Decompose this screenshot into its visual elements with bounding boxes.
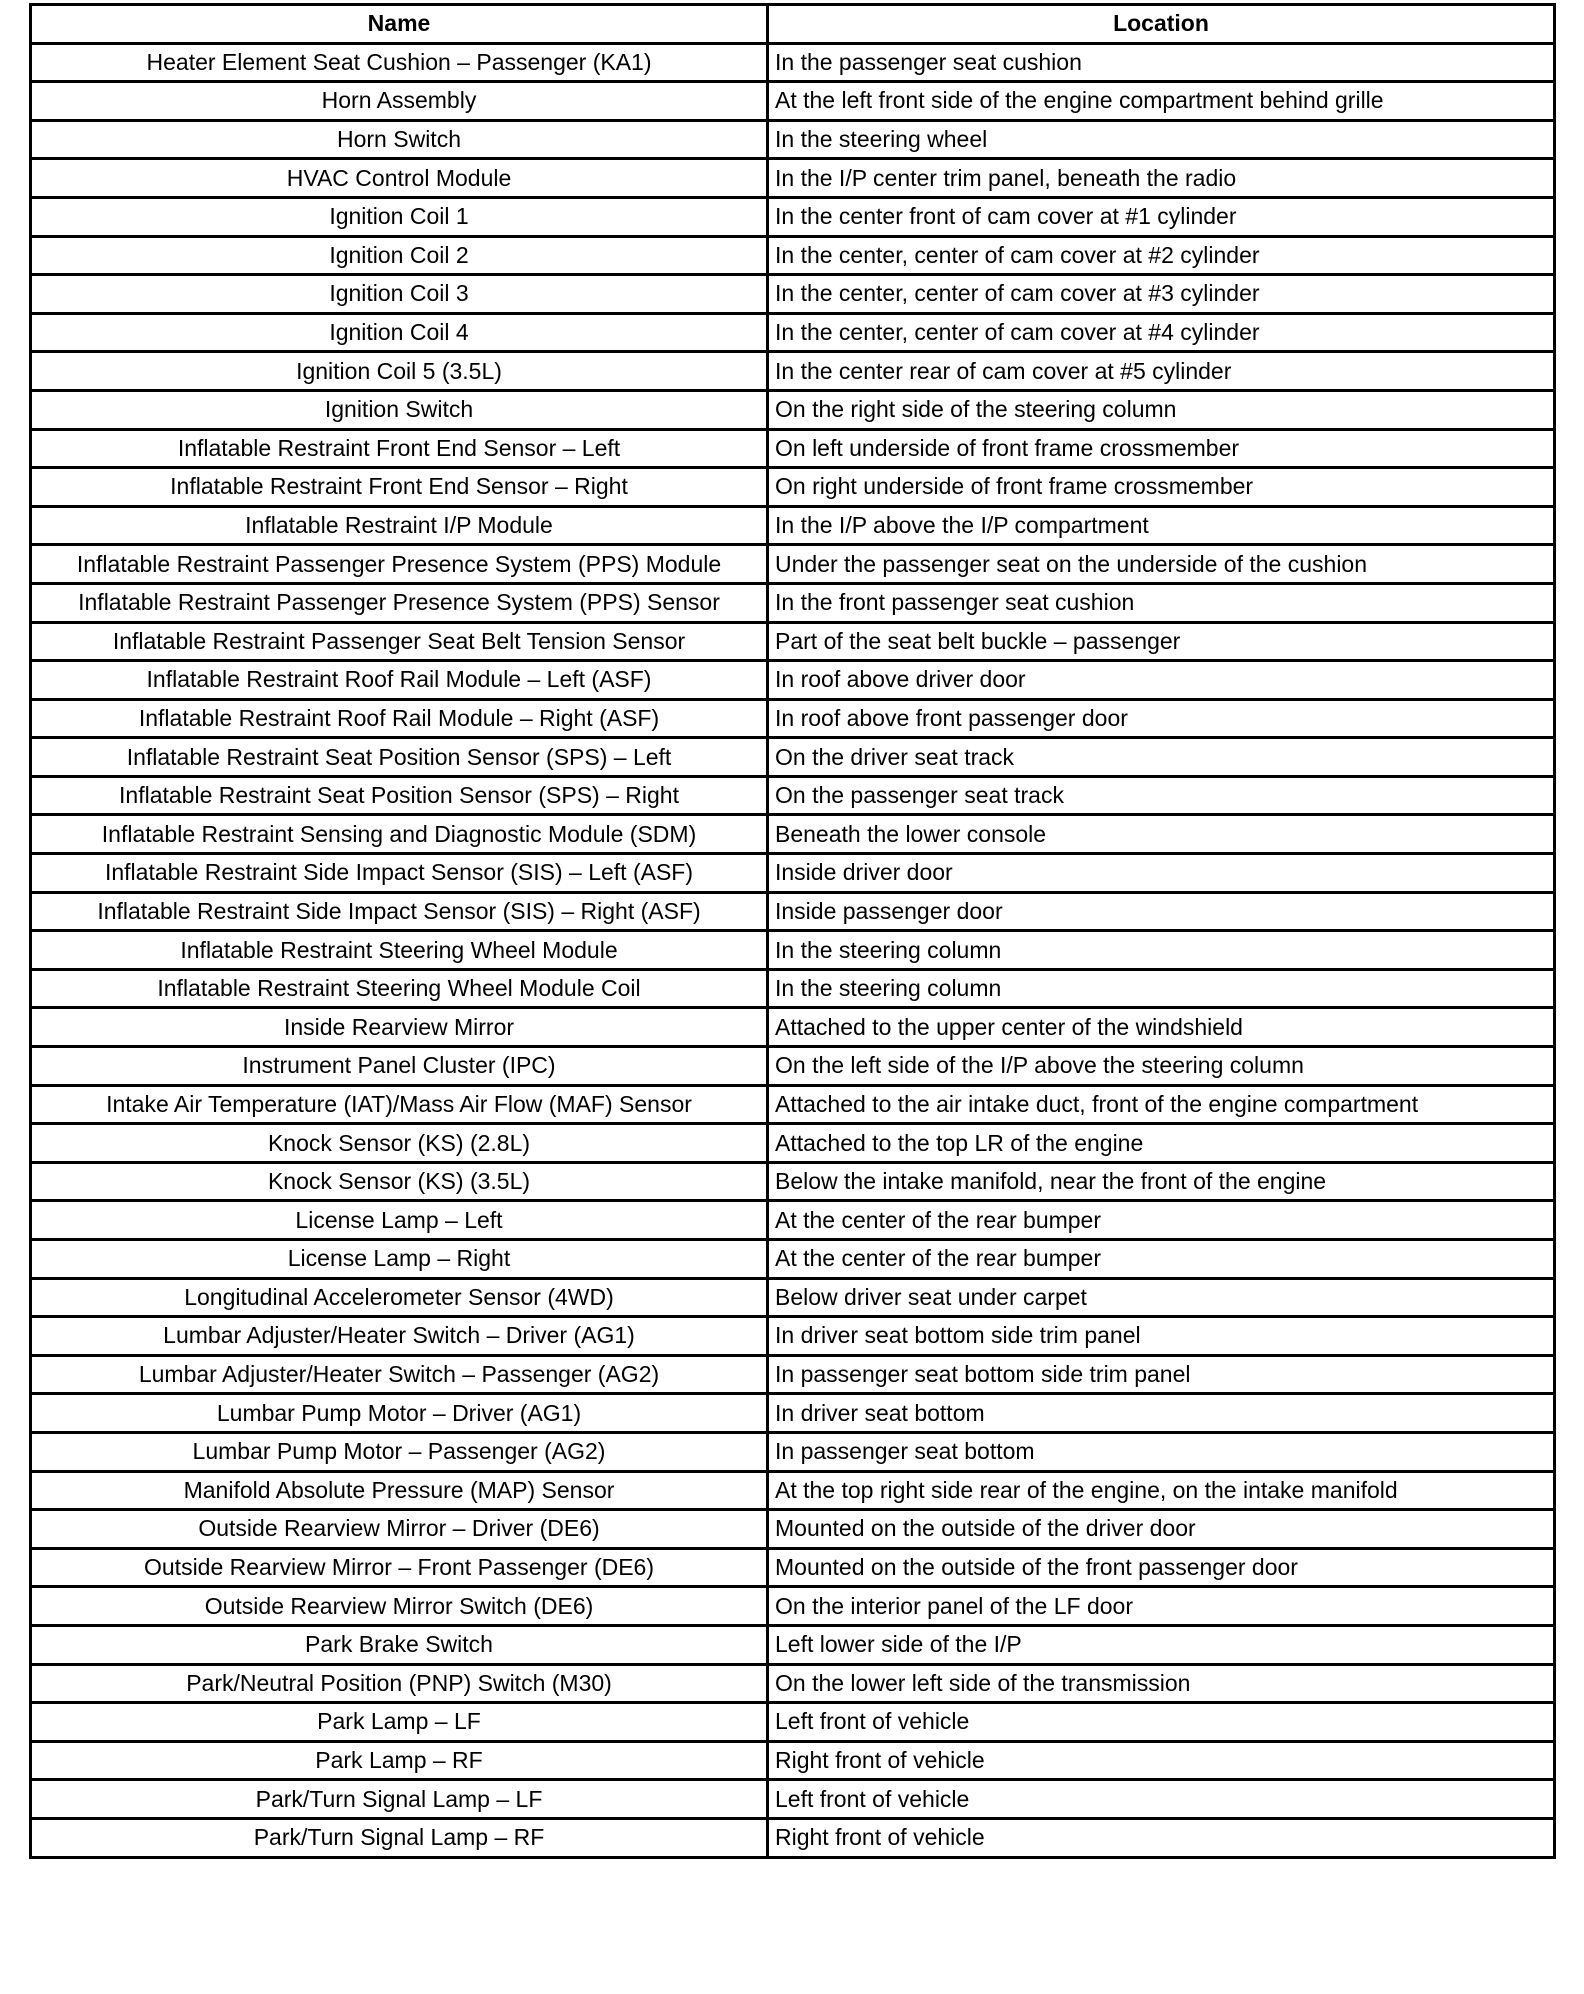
component-location-cell: On the right side of the steering column bbox=[768, 390, 1555, 429]
table-row bbox=[31, 120, 1555, 159]
table-row bbox=[31, 1162, 1555, 1201]
component-location-table bbox=[29, 3, 1556, 1859]
component-location-cell: In the front passenger seat cushion bbox=[768, 583, 1555, 622]
table-row bbox=[31, 1548, 1555, 1587]
component-name-cell: Outside Rearview Mirror – Driver (DE6) bbox=[31, 1510, 768, 1549]
component-name-cell: Inflatable Restraint Roof Rail Module – Left (ASF) bbox=[31, 661, 768, 700]
component-location-cell: Below driver seat under carpet bbox=[768, 1278, 1555, 1317]
component-name-cell: Longitudinal Accelerometer Sensor (4WD) bbox=[31, 1278, 768, 1317]
table-row bbox=[31, 197, 1555, 236]
component-location-cell: On the driver seat track bbox=[768, 738, 1555, 777]
component-name-cell: Lumbar Adjuster/Heater Switch – Passenger (AG2) bbox=[31, 1355, 768, 1394]
table-row bbox=[31, 815, 1555, 854]
component-location-cell: Inside passenger door bbox=[768, 892, 1555, 931]
table-row bbox=[31, 969, 1555, 1008]
table-row bbox=[31, 1047, 1555, 1086]
component-name-cell: Inflatable Restraint Seat Position Sensor (SPS) – Right bbox=[31, 776, 768, 815]
component-name-cell: Inflatable Restraint Side Impact Sensor (SIS) – Right (ASF) bbox=[31, 892, 768, 931]
component-location-cell: At the center of the rear bumper bbox=[768, 1240, 1555, 1279]
component-name-cell: Manifold Absolute Pressure (MAP) Sensor bbox=[31, 1471, 768, 1510]
component-name-cell: Knock Sensor (KS) (2.8L) bbox=[31, 1124, 768, 1163]
name-column-header: Name bbox=[31, 5, 768, 44]
component-location-cell: In the passenger seat cushion bbox=[768, 43, 1555, 82]
table-row bbox=[31, 275, 1555, 314]
table-row bbox=[31, 1625, 1555, 1664]
table-row bbox=[31, 1124, 1555, 1163]
component-location-cell: In the steering column bbox=[768, 969, 1555, 1008]
component-name-cell: Inside Rearview Mirror bbox=[31, 1008, 768, 1047]
component-location-cell: In the center front of cam cover at #1 cylinder bbox=[768, 197, 1555, 236]
component-location-cell: On the passenger seat track bbox=[768, 776, 1555, 815]
component-location-cell: In passenger seat bottom side trim panel bbox=[768, 1355, 1555, 1394]
component-location-cell: On the interior panel of the LF door bbox=[768, 1587, 1555, 1626]
component-name-cell: Outside Rearview Mirror – Front Passenger (DE6) bbox=[31, 1548, 768, 1587]
component-location-cell: Right front of vehicle bbox=[768, 1741, 1555, 1780]
component-location-cell: In the steering wheel bbox=[768, 120, 1555, 159]
component-name-cell: Inflatable Restraint Roof Rail Module – Right (ASF) bbox=[31, 699, 768, 738]
table-row bbox=[31, 390, 1555, 429]
component-location-cell: On the left side of the I/P above the steering column bbox=[768, 1047, 1555, 1086]
component-location-cell: In the center, center of cam cover at #3 cylinder bbox=[768, 275, 1555, 314]
table-body bbox=[31, 43, 1555, 1857]
table-row bbox=[31, 1664, 1555, 1703]
component-location-cell: On the lower left side of the transmission bbox=[768, 1664, 1555, 1703]
component-name-cell: HVAC Control Module bbox=[31, 159, 768, 198]
component-location-cell: In driver seat bottom side trim panel bbox=[768, 1317, 1555, 1356]
component-name-cell: Ignition Coil 4 bbox=[31, 313, 768, 352]
component-name-cell: License Lamp – Right bbox=[31, 1240, 768, 1279]
component-name-cell: Inflatable Restraint Passenger Presence System (PPS) Sensor bbox=[31, 583, 768, 622]
header-row bbox=[31, 5, 1555, 44]
component-location-cell: At the top right side rear of the engine, on the intake manifold bbox=[768, 1471, 1555, 1510]
table-row bbox=[31, 43, 1555, 82]
component-location-cell: In the center rear of cam cover at #5 cylinder bbox=[768, 352, 1555, 391]
component-location-cell: In driver seat bottom bbox=[768, 1394, 1555, 1433]
component-name-cell: Inflatable Restraint Passenger Seat Belt Tension Sensor bbox=[31, 622, 768, 661]
component-name-cell: Inflatable Restraint Passenger Presence System (PPS) Module bbox=[31, 545, 768, 584]
component-name-cell: Inflatable Restraint Side Impact Sensor (SIS) – Left (ASF) bbox=[31, 854, 768, 893]
component-location-cell: In roof above front passenger door bbox=[768, 699, 1555, 738]
component-name-cell: Inflatable Restraint I/P Module bbox=[31, 506, 768, 545]
component-location-cell: Left lower side of the I/P bbox=[768, 1625, 1555, 1664]
component-name-cell: Park/Neutral Position (PNP) Switch (M30) bbox=[31, 1664, 768, 1703]
component-name-cell: Park/Turn Signal Lamp – LF bbox=[31, 1780, 768, 1819]
table-row bbox=[31, 622, 1555, 661]
table-row bbox=[31, 352, 1555, 391]
component-location-cell: Left front of vehicle bbox=[768, 1780, 1555, 1819]
component-name-cell: Inflatable Restraint Steering Wheel Module Coil bbox=[31, 969, 768, 1008]
table-row bbox=[31, 892, 1555, 931]
component-location-cell: On right underside of front frame crossmember bbox=[768, 468, 1555, 507]
component-location-cell: Part of the seat belt buckle – passenger bbox=[768, 622, 1555, 661]
component-name-cell: Lumbar Adjuster/Heater Switch – Driver (AG1) bbox=[31, 1317, 768, 1356]
component-location-cell: Under the passenger seat on the underside of the cushion bbox=[768, 545, 1555, 584]
table-row bbox=[31, 545, 1555, 584]
component-location-cell: Inside driver door bbox=[768, 854, 1555, 893]
component-location-cell: Mounted on the outside of the driver door bbox=[768, 1510, 1555, 1549]
table-row bbox=[31, 1278, 1555, 1317]
component-name-cell: Inflatable Restraint Seat Position Sensor (SPS) – Left bbox=[31, 738, 768, 777]
table-row bbox=[31, 1394, 1555, 1433]
component-location-cell: In roof above driver door bbox=[768, 661, 1555, 700]
table-row bbox=[31, 1240, 1555, 1279]
component-name-cell: Ignition Switch bbox=[31, 390, 768, 429]
table-row bbox=[31, 931, 1555, 970]
component-location-cell: In the center, center of cam cover at #4 cylinder bbox=[768, 313, 1555, 352]
table-row bbox=[31, 1201, 1555, 1240]
table-row bbox=[31, 854, 1555, 893]
component-name-cell: Lumbar Pump Motor – Passenger (AG2) bbox=[31, 1432, 768, 1471]
component-name-cell: Intake Air Temperature (IAT)/Mass Air Flow (MAF) Sensor bbox=[31, 1085, 768, 1124]
component-location-cell: Left front of vehicle bbox=[768, 1703, 1555, 1742]
component-name-cell: Park Brake Switch bbox=[31, 1625, 768, 1664]
component-name-cell: Park/Turn Signal Lamp – RF bbox=[31, 1818, 768, 1857]
table-row bbox=[31, 82, 1555, 121]
component-name-cell: Inflatable Restraint Steering Wheel Module bbox=[31, 931, 768, 970]
component-name-cell: Instrument Panel Cluster (IPC) bbox=[31, 1047, 768, 1086]
table-row bbox=[31, 429, 1555, 468]
table-row bbox=[31, 1818, 1555, 1857]
component-name-cell: License Lamp – Left bbox=[31, 1201, 768, 1240]
component-name-cell: Ignition Coil 3 bbox=[31, 275, 768, 314]
table-row bbox=[31, 1085, 1555, 1124]
component-location-cell: Attached to the upper center of the windshield bbox=[768, 1008, 1555, 1047]
table-row bbox=[31, 236, 1555, 275]
component-name-cell: Heater Element Seat Cushion – Passenger (KA1) bbox=[31, 43, 768, 82]
table-row bbox=[31, 661, 1555, 700]
component-location-cell: In the I/P center trim panel, beneath the radio bbox=[768, 159, 1555, 198]
component-name-cell: Knock Sensor (KS) (3.5L) bbox=[31, 1162, 768, 1201]
component-name-cell: Outside Rearview Mirror Switch (DE6) bbox=[31, 1587, 768, 1626]
table-row bbox=[31, 1587, 1555, 1626]
component-name-cell: Inflatable Restraint Front End Sensor – Right bbox=[31, 468, 768, 507]
component-location-cell: Attached to the air intake duct, front of the engine compartment bbox=[768, 1085, 1555, 1124]
component-location-cell: At the left front side of the engine compartment behind grille bbox=[768, 82, 1555, 121]
component-name-cell: Park Lamp – RF bbox=[31, 1741, 768, 1780]
component-location-cell: Mounted on the outside of the front passenger door bbox=[768, 1548, 1555, 1587]
table-row bbox=[31, 1780, 1555, 1819]
component-name-cell: Inflatable Restraint Front End Sensor – Left bbox=[31, 429, 768, 468]
component-location-cell: Beneath the lower console bbox=[768, 815, 1555, 854]
table-row bbox=[31, 1008, 1555, 1047]
component-location-cell: At the center of the rear bumper bbox=[768, 1201, 1555, 1240]
component-location-cell: Right front of vehicle bbox=[768, 1818, 1555, 1857]
component-location-cell: On left underside of front frame crossmember bbox=[768, 429, 1555, 468]
component-name-cell: Ignition Coil 2 bbox=[31, 236, 768, 275]
table-row bbox=[31, 1510, 1555, 1549]
component-name-cell: Horn Assembly bbox=[31, 82, 768, 121]
component-name-cell: Ignition Coil 1 bbox=[31, 197, 768, 236]
table-row bbox=[31, 1355, 1555, 1394]
table-row bbox=[31, 1317, 1555, 1356]
table-row bbox=[31, 159, 1555, 198]
component-location-cell: Attached to the top LR of the engine bbox=[768, 1124, 1555, 1163]
table-row bbox=[31, 1703, 1555, 1742]
table-row bbox=[31, 506, 1555, 545]
table-row bbox=[31, 776, 1555, 815]
component-location-cell: In the steering column bbox=[768, 931, 1555, 970]
table-row bbox=[31, 1471, 1555, 1510]
component-location-cell: Below the intake manifold, near the front of the engine bbox=[768, 1162, 1555, 1201]
component-name-cell: Horn Switch bbox=[31, 120, 768, 159]
component-location-cell: In the center, center of cam cover at #2 cylinder bbox=[768, 236, 1555, 275]
table-row bbox=[31, 1432, 1555, 1471]
component-name-cell: Inflatable Restraint Sensing and Diagnostic Module (SDM) bbox=[31, 815, 768, 854]
table-row bbox=[31, 738, 1555, 777]
component-location-cell: In passenger seat bottom bbox=[768, 1432, 1555, 1471]
table-row bbox=[31, 699, 1555, 738]
component-name-cell: Park Lamp – LF bbox=[31, 1703, 768, 1742]
table-row bbox=[31, 1741, 1555, 1780]
table-header bbox=[31, 5, 1555, 44]
component-name-cell: Ignition Coil 5 (3.5L) bbox=[31, 352, 768, 391]
table-row bbox=[31, 583, 1555, 622]
table-row bbox=[31, 313, 1555, 352]
component-location-cell: In the I/P above the I/P compartment bbox=[768, 506, 1555, 545]
table-row bbox=[31, 468, 1555, 507]
location-column-header: Location bbox=[768, 5, 1555, 44]
component-name-cell: Lumbar Pump Motor – Driver (AG1) bbox=[31, 1394, 768, 1433]
